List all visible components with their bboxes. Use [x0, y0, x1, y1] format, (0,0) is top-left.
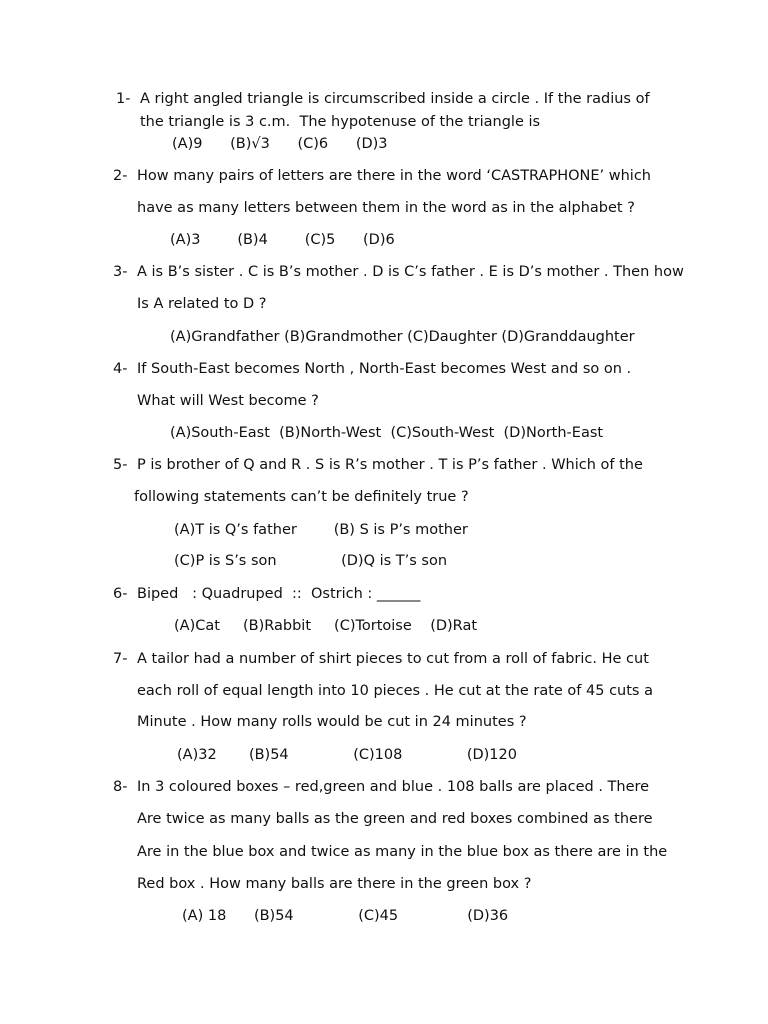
question-number: 8- [113, 779, 128, 795]
question-text-line: the triangle is 3 c.m. The hypotenuse of the triangle is [140, 114, 541, 130]
question-text-line: each roll of equal length into 10 pieces . He cut at the rate of 45 cuts a [137, 683, 653, 699]
question-text-line: following statements can’t be definitely true ? [134, 489, 469, 505]
question-text-line: What will West become ? [137, 393, 319, 409]
question-text-line: A is B’s sister . C is B’s mother . D is C’s father . E is D’s mother . Then how [137, 264, 684, 280]
question-number: 3- [113, 264, 128, 280]
question-text-line: P is brother of Q and R . S is R’s mother . T is P’s father . Which of the [137, 457, 643, 473]
answer-options: (A)Grandfather (B)Grandmother (C)Daughter (D)Granddaughter [170, 329, 635, 345]
question-text-line: Red box . How many balls are there in the green box ? [137, 876, 532, 892]
question-number: 2- [113, 168, 128, 184]
answer-options: (C)P is S’s son (D)Q is T’s son [174, 553, 448, 569]
question-text-line: Are in the blue box and twice as many in the blue box as there are in the [137, 844, 668, 860]
question-text-line: A right angled triangle is circumscribed inside a circle . If the radius of [140, 91, 650, 107]
question-text-line: Are twice as many balls as the green and red boxes combined as there [137, 811, 653, 827]
answer-options: (A)Cat (B)Rabbit (C)Tortoise (D)Rat [174, 618, 478, 634]
answer-options: (A) 18 (B)54 (C)45 (D)36 [182, 908, 509, 924]
question-text-line: have as many letters between them in the word as in the alphabet ? [137, 200, 635, 216]
question-number: 6- [113, 586, 128, 602]
question-number: 5- [113, 457, 128, 473]
answer-options: (A)South-East (B)North-West (C)South-West (D)North-East [170, 425, 604, 441]
answer-options: (A)32 (B)54 (C)108 (D)120 [177, 747, 517, 763]
question-text-line: If South-East becomes North , North-East becomes West and so on . [137, 361, 632, 377]
answer-options: (A)9 (B)√3 (C)6 (D)3 [172, 136, 388, 152]
question-text-line: How many pairs of letters are there in the word ‘CASTRAPHONE’ which [137, 168, 651, 184]
question-text-line: Is A related to D ? [137, 296, 267, 312]
question-number: 1- [116, 91, 131, 107]
question-text-line: Biped : Quadruped :: Ostrich : ______ [137, 586, 421, 602]
answer-options: (A)3 (B)4 (C)5 (D)6 [170, 232, 395, 248]
question-text-line: A tailor had a number of shirt pieces to cut from a roll of fabric. He cut [137, 651, 649, 667]
question-text-line: In 3 coloured boxes – red,green and blue . 108 balls are placed . There [137, 779, 650, 795]
question-number: 4- [113, 361, 128, 377]
question-text-line: Minute . How many rolls would be cut in 24 minutes ? [137, 714, 527, 730]
answer-options: (A)T is Q’s father (B) S is P’s mother [174, 522, 468, 538]
question-number: 7- [113, 651, 128, 667]
